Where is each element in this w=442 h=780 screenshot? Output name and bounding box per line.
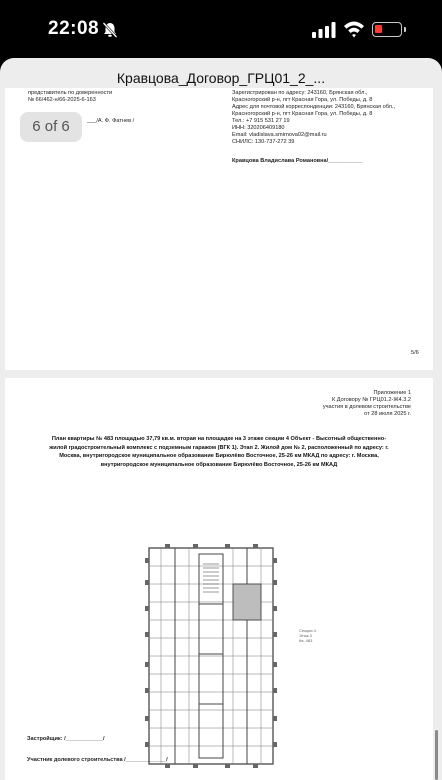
floor-plan-drawing [145,544,277,768]
status-time: 22:08 [48,18,100,39]
status-bar [0,0,442,58]
participant-signature: Участник долевого строительства /_____________/ [27,757,168,763]
text-line: представитель по доверенности [28,90,113,96]
document-title: Кравцова_Договор_ГРЦ01_2_... [116,70,326,86]
text-line: СНИЛС: 130-737-272 39 [232,139,295,145]
heading-line: Москва, внутригородское муниципальное образование Бирюлёво Восточное, 25-26 км МКАД по адресу: г. Москва, [59,453,379,459]
signature-line: ___/А. Ф. Фатнев / [87,118,135,124]
text-line: ИНН: 320206409180 [232,125,285,131]
page-number: 5/6 [411,350,419,356]
text-line: Зарегистрирован по адресу: 243160, Брянская обл., [232,90,368,96]
pdf-page-6 [5,378,433,780]
text-line: Красногорский р-н, пгт Красная Гора, ул. Победы, д. 8 [232,97,373,103]
appendix-label: К Договору № ГРЦ01.2-Ж4.3.2 [331,397,411,403]
document-viewer [0,58,442,780]
scrollbar[interactable] [435,730,438,780]
plan-note: Секция 4 [299,628,316,633]
page-indicator: 6 of 6 [20,112,82,142]
heading-line: жилой градостроительный комплекс с подземным гаражом (ВГК 1). Этап 2. Жилой дом № 2, расположенный по адресу: г. [49,444,389,451]
heading-line: План квартиры № 483 площадью 37,79 кв.м. вторая на площадке на 3 этаже секции 4 Объект - Высотный общественно- [51,436,387,442]
signature-line: Кравцова Владиславa Романовна/___________ [232,158,363,164]
developer-signature: Застройщик: /____________/ [27,736,105,742]
text-line: № 66/462-н/66-2025-6-163 [28,97,96,103]
text-line: Адрес для почтовой корреспонденции: 243160, Брянская обл., [232,104,396,110]
appendix-label: от 28 июля 2025 г. [364,411,411,417]
text-line: Тел.: +7 915 531 27 19 [232,118,290,124]
cellular-signal-icon [312,22,336,38]
wifi-icon [343,20,365,38]
plan-heading [27,435,411,469]
heading-line: внутригородское муниципальное образование Бирюлёво Восточное, 25-26 км МКАД [100,461,338,468]
appendix-label: участия в долевом строительстве [322,404,411,410]
text-line: Email: vladislava.smirnova02@mail.ru [232,132,327,138]
bell-slash-icon [101,21,119,39]
plan-note: Кв. 483 [299,638,313,643]
appendix-label: Приложение 1 [373,390,411,396]
text-line: Красногорский р-н, пгт Красная Гора, ул. Победы, д. 8 [232,111,373,117]
plan-note: Этаж 3 [299,633,312,638]
battery-icon [372,22,402,37]
